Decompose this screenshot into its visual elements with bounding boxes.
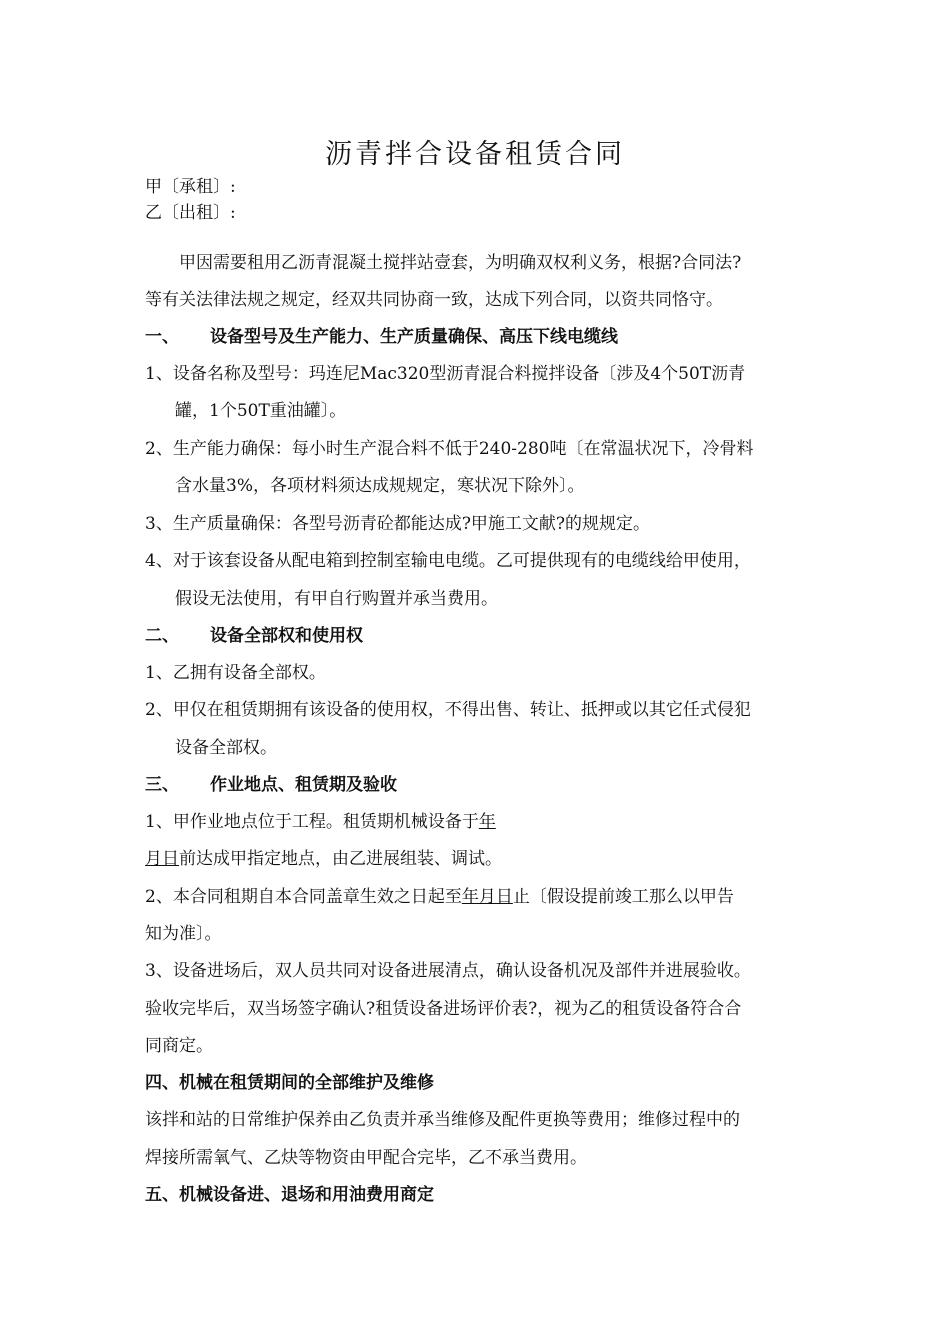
- clause-line: 3、生产质量确保：各型号沥青砼都能达成?甲施工文献?的规规定。: [145, 514, 651, 534]
- clause-line: 假设无法使用，有甲自行购置并承当费用。: [175, 589, 498, 609]
- section-4-heading: 四、机械在租赁期间的全部维护及维修: [145, 1073, 434, 1093]
- preamble-line: 等有关法律法规之规定，经双共同协商一致，达成下列合同，以资共同恪守。: [145, 290, 723, 310]
- section-3-heading: [145, 772, 825, 798]
- section-title: 作业地点、租赁期及验收: [210, 775, 397, 795]
- clause-line: 3、设备进场后，双人员共同对设备进展清点，确认设备机况及部件并进展验收。: [145, 961, 751, 981]
- section-title: 设备型号及生产能力、生产质量确保、高压下线电缆线: [210, 327, 618, 347]
- clause-text: 止〔假设提前竣工那么以甲告: [512, 887, 734, 907]
- section-2-heading: [145, 623, 825, 649]
- clause-line: 2、生产能力确保：每小时生产混合料不低于240-280吨〔在常温状况下，冷骨料: [145, 439, 754, 459]
- clause-text: 前达成甲指定地点，由乙进展组装、调试。: [179, 849, 502, 869]
- blank-fill: 年月日: [461, 887, 513, 907]
- clause-text: 2、本合同租期自本合同盖章生效之日起至: [145, 887, 462, 907]
- blank-fill: 月日: [145, 849, 179, 869]
- clause-line: [145, 884, 825, 910]
- section-number: 三、: [145, 775, 179, 795]
- clause-line: 知为准〕。: [145, 924, 222, 944]
- section-number: 一、: [145, 327, 179, 347]
- section-title: 设备全部权和使用权: [210, 626, 363, 646]
- document-title: 沥青拌合设备租赁合同: [325, 139, 625, 170]
- clause-line: 4、对于该套设备从配电箱到控制室输电电缆。乙可提供现有的电缆线给甲使用，: [145, 551, 751, 571]
- clause-line: 焊接所需氧气、乙炔等物资由甲配合完毕，乙不承当费用。: [145, 1148, 587, 1168]
- clause-line: 1、乙拥有设备全部权。: [145, 663, 326, 683]
- party-a-label: 甲〔承租〕:: [145, 177, 236, 197]
- clause-line: 同商定。: [145, 1036, 213, 1056]
- party-b-label: 乙〔出租〕:: [145, 203, 236, 223]
- clause-line: 2、甲仅在租赁期拥有该设备的使用权，不得出售、转让、抵押或以其它任式侵犯: [145, 700, 751, 720]
- clause-line: 设备全部权。: [175, 738, 277, 758]
- clause-line: [145, 809, 825, 835]
- clause-line: [145, 846, 825, 872]
- clause-line: 该拌和站的日常维护保养由乙负责并承当维修及配件更换等费用；维修过程中的: [145, 1110, 740, 1130]
- section-5-heading: 五、机械设备进、退场和用油费用商定: [145, 1185, 434, 1205]
- clause-line: 验收完毕后，双当场签字确认?租赁设备进场评价表?，视为乙的租赁设备符合合: [145, 999, 742, 1019]
- clause-line: 含水量3%，各项材料须达成规规定，寒状况下除外〕。: [175, 476, 585, 496]
- clause-text: 1、甲作业地点位于工程。租赁期机械设备于: [145, 812, 479, 832]
- section-1-heading: [145, 324, 825, 350]
- clause-line: 罐，1个50T重油罐〕。: [175, 401, 347, 421]
- clause-line: 1、设备名称及型号：玛连尼Mac320型沥青混合料搅拌设备〔涉及4个50T沥青: [145, 364, 746, 384]
- section-number: 二、: [145, 626, 179, 646]
- preamble-line: 甲因需要租用乙沥青混凝土搅拌站壹套，为明确双权利义务，根据?合同法?: [179, 253, 742, 273]
- blank-fill: 年: [478, 812, 496, 832]
